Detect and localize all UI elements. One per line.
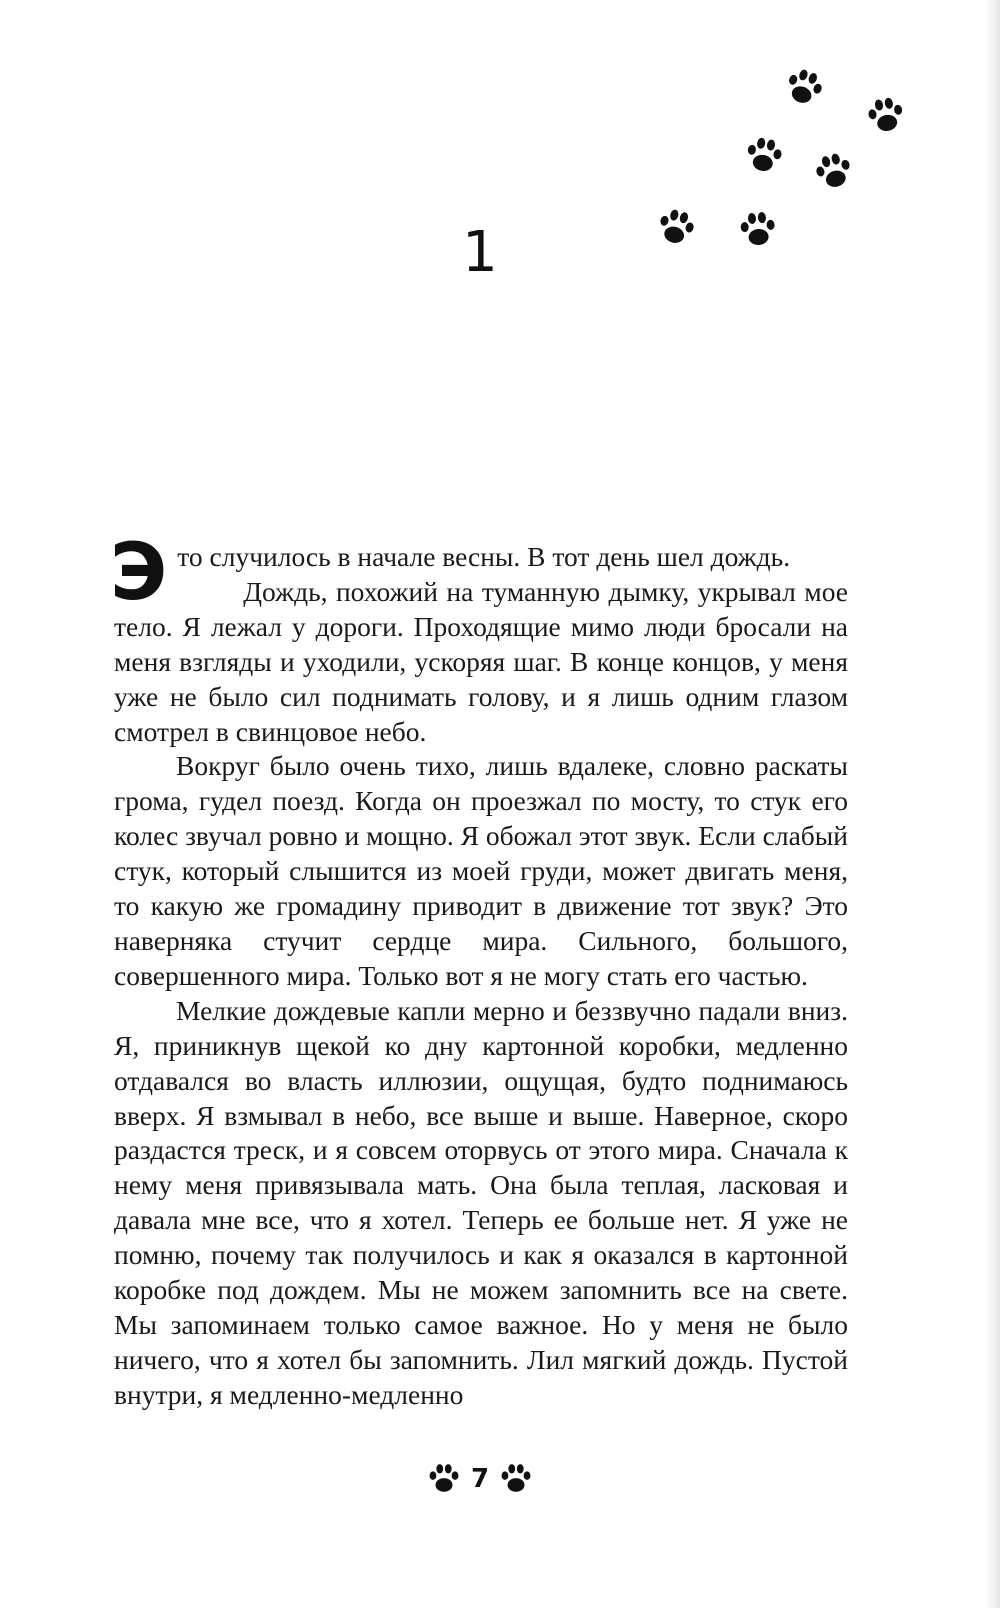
paw-print-icon <box>425 1462 463 1496</box>
page-edge-shadow <box>986 0 1000 1608</box>
paw-print-icon <box>863 93 909 139</box>
paragraph-first-line: то случилось в начале весны. В тот день шел дождь. <box>177 541 791 572</box>
paragraph <box>110 528 848 749</box>
page-number: 7 <box>470 1464 490 1494</box>
paragraph-text: Дождь, похожий на туманную дымку, укрывал мое тело. Я лежал у дороги. Проходящие мимо люди бросали на меня взгляды и уходили, ускоряя шаг. В конце концов, у меня уже не было сил поднимать голову, и я лишь одним глазом смотрел в свинцовое небо. <box>114 575 848 747</box>
paw-print-icon <box>778 62 829 113</box>
page-footer <box>0 1462 960 1496</box>
chapter-text <box>110 528 848 1413</box>
paw-print-icon <box>810 148 859 197</box>
chapter-number: 1 <box>462 220 498 285</box>
paragraph: Вокруг было очень тихо, лишь вдалеке, словно раскаты грома, гудел поезд. Когда он проезжал по мосту, то стук его колес звучал ровно и мощно. Я обожал этот звук. Если слабый стук, который слышится из моей груди, может двигать меня, то какую же громадину приводит в движение тот звук? Это наверняка стучит сердце мира. Сильного, большого, совершенного мира. Только вот я не могу стать его частью. <box>114 750 848 991</box>
paragraph: Мелкие дождевые капли мерно и беззвучно падали вниз. Я, приникнув щекой ко дну картонной коробки, медленно отдавался во власть иллюзии, ощущая, будто поднимаюсь вверх. Я взмывал в небо, все выше и выше. Наверное, скоро раздастся треск, и я совсем оторвусь от этого мира. Сначала к нему меня привязывала мать. Она была теплая, ласковая и давала мне все, что я хотел. Теперь ее больше нет. Я уже не помню, почему так получилось и как я оказался в картонной коробке под дождем. Мы не можем запомнить все на свете. Мы запоминаем только самое важное. Но у меня не было ничего, что я хотел бы запомнить. Лил мягкий дождь. Пустой внутри, я медленно-медленно <box>114 994 848 1410</box>
paw-print-icon <box>741 133 787 179</box>
paw-print-icon <box>497 1462 535 1496</box>
drop-cap: Э <box>110 528 168 618</box>
